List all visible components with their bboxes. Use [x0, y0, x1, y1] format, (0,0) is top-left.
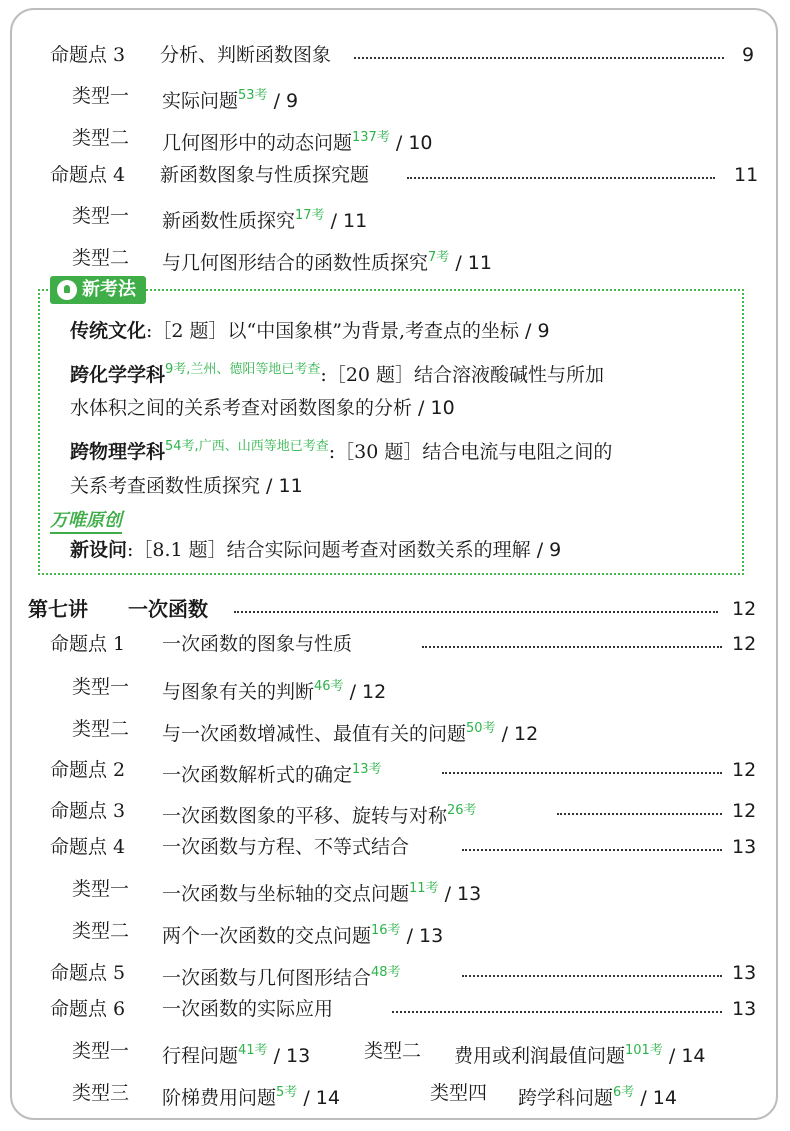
- item-head: 新设问: [70, 539, 128, 561]
- exam-count: 16考: [371, 923, 401, 938]
- toc-title: 新函数图象与性质探究题: [160, 164, 370, 186]
- toc-page: 12: [732, 633, 757, 655]
- exam-count: 48考: [371, 965, 401, 980]
- toc-entry-pair: [12, 1036, 776, 1066]
- new-exam-item-cont: 水体积之间的关系考查对函数图象的分析 / 10: [70, 397, 455, 419]
- toc-label: 类型二: [364, 1040, 422, 1062]
- exam-count: 137考: [352, 130, 390, 145]
- item-body: :［30 题］结合电流与电阻之间的: [328, 441, 613, 463]
- original-label: 万唯原创: [50, 510, 122, 534]
- toc-page: 12: [514, 723, 539, 745]
- toc-entry[interactable]: [12, 160, 776, 190]
- leader-dots: [234, 611, 718, 613]
- toc-entry[interactable]: [12, 755, 776, 785]
- new-exam-tag-label: 新考法: [82, 279, 136, 300]
- toc-page: 12: [732, 800, 757, 822]
- leader-dots: [557, 813, 722, 815]
- toc-label: 类型二: [72, 127, 130, 149]
- exam-count: 53考: [238, 88, 268, 103]
- toc-label: 命题点 5: [50, 962, 126, 984]
- toc-title: 一次函数与几何图形结合$^{48考}$: [162, 965, 401, 989]
- toc-title: 一次函数的实际应用: [162, 998, 334, 1020]
- toc-title: 与几何图形结合的函数性质探究$^{7考}$ / 11: [162, 250, 492, 274]
- toc-page: 13: [732, 998, 757, 1020]
- toc-label: 类型一: [72, 85, 130, 107]
- toc-title[interactable]: 阶梯费用问题$^{5考}$ / 14: [162, 1085, 340, 1109]
- exam-count: 5考: [276, 1085, 298, 1100]
- toc-page: 9: [742, 44, 755, 66]
- exam-count: 101考: [625, 1043, 663, 1058]
- new-exam-item[interactable]: [70, 355, 776, 385]
- toc-entry[interactable]: [12, 714, 776, 744]
- exam-count: 26考: [447, 803, 477, 818]
- leader-dots: [422, 646, 722, 648]
- lecture-label: 第七讲: [28, 597, 88, 621]
- toc-label: 类型一: [72, 205, 130, 227]
- new-exam-item[interactable]: 新设问:［8.1 题］结合实际问题考查对函数关系的理解 / 9: [70, 539, 562, 561]
- leader-dots: [462, 849, 722, 851]
- toc-title: 一次函数解析式的确定$^{13考}$: [162, 762, 382, 786]
- toc-label: 类型四: [430, 1082, 488, 1104]
- toc-page: 10: [430, 397, 455, 419]
- toc-label: 类型一: [72, 1040, 130, 1062]
- leader-dots: [407, 177, 715, 179]
- toc-title: 实际问题$^{53考}$ / 9: [162, 88, 299, 112]
- toc-label: 类型一: [72, 676, 130, 698]
- exam-note: 9考,兰州、德阳等地已考查: [165, 362, 321, 377]
- toc-entry[interactable]: [12, 243, 776, 273]
- leader-dots: [392, 1011, 722, 1013]
- toc-page: 14: [652, 1087, 677, 1109]
- exam-count: 17考: [295, 208, 325, 223]
- toc-page: 9: [549, 539, 562, 561]
- lecture-title: 一次函数: [128, 597, 208, 621]
- toc-entry[interactable]: [12, 832, 776, 862]
- new-exam-item[interactable]: 传统文化:［2 题］以“中国象棋”为背景,考查点的坐标 / 9: [70, 320, 550, 342]
- item-head: 传统文化: [70, 320, 147, 342]
- toc-page: 12: [732, 759, 757, 781]
- item-body: :［8.1 题］结合实际问题考查对函数关系的理解: [127, 539, 531, 561]
- item-body: :［2 题］以“中国象棋”为背景,考查点的坐标: [146, 320, 520, 342]
- toc-label: 命题点 3: [50, 800, 126, 822]
- toc-page: 11: [343, 210, 368, 232]
- exam-count: 46考: [314, 679, 344, 694]
- toc-entry[interactable]: [12, 123, 776, 153]
- toc-title: 分析、判断函数图象: [160, 44, 332, 66]
- exam-count: 11考: [409, 881, 439, 896]
- toc-page: 9: [286, 90, 299, 112]
- item-body: 关系考查函数性质探究: [70, 475, 261, 497]
- page-frame: [10, 8, 778, 1120]
- new-exam-tag: [50, 276, 146, 304]
- toc-page: 14: [681, 1045, 706, 1067]
- item-body: 水体积之间的关系考查对函数图象的分析: [70, 397, 413, 419]
- toc-label: 类型二: [72, 920, 130, 942]
- toc-page: 13: [457, 883, 482, 905]
- toc-entry[interactable]: [12, 874, 776, 904]
- toc-entry[interactable]: [12, 201, 776, 231]
- toc-title: 一次函数与方程、不等式结合: [162, 836, 410, 858]
- leader-dots: [442, 772, 722, 774]
- toc-page: 9: [537, 320, 550, 342]
- toc-title: 一次函数图象的平移、旋转与对称$^{26考}$: [162, 803, 477, 827]
- new-exam-item[interactable]: [70, 432, 776, 462]
- toc-label: 命题点 4: [50, 836, 126, 858]
- toc-title: 与图象有关的判断$^{46考}$ / 12: [162, 679, 387, 703]
- toc-title: 新函数性质探究$^{17考}$ / 11: [162, 208, 368, 232]
- leader-dots: [354, 57, 724, 59]
- toc-page: 10: [408, 132, 433, 154]
- toc-title: 几何图形中的动态问题$^{137考}$ / 10: [162, 130, 433, 154]
- toc-label: 命题点 4: [50, 164, 126, 186]
- toc-title: 与一次函数增减性、最值有关的问题$^{50考}$ / 12: [162, 721, 539, 745]
- toc-page: 13: [732, 962, 757, 984]
- item-head: 跨物理学科: [70, 441, 166, 463]
- toc-title: 一次函数的图象与性质: [162, 633, 353, 655]
- toc-page: 12: [362, 681, 387, 703]
- lightbulb-icon: [57, 280, 77, 300]
- toc-label: 命题点 6: [50, 998, 126, 1020]
- toc-title[interactable]: 费用或利润最值问题$^{101考}$ / 14: [454, 1043, 706, 1067]
- toc-entry[interactable]: [12, 958, 776, 988]
- toc-label: 类型二: [72, 718, 130, 740]
- new-exam-item-cont: 关系考查函数性质探究 / 11: [70, 475, 303, 497]
- toc-label: 类型二: [72, 247, 130, 269]
- item-body: :［20 题］结合溶液酸碱性与所加: [320, 364, 605, 386]
- toc-page: 11: [467, 252, 492, 274]
- toc-entry[interactable]: [12, 81, 776, 111]
- exam-count: 50考: [466, 721, 496, 736]
- toc-page: 14: [315, 1087, 340, 1109]
- toc-page: 13: [732, 836, 757, 858]
- toc-label: 类型一: [72, 878, 130, 900]
- toc-title: 两个一次函数的交点问题$^{16考}$ / 13: [162, 923, 444, 947]
- leader-dots: [462, 975, 722, 977]
- exam-count: 41考: [238, 1043, 268, 1058]
- exam-count: 13考: [352, 762, 382, 777]
- toc-entry[interactable]: [12, 672, 776, 702]
- toc-title: 一次函数与坐标轴的交点问题$^{11考}$ / 13: [162, 881, 482, 905]
- toc-page: 11: [278, 475, 303, 497]
- toc-label: 命题点 1: [50, 633, 126, 655]
- exam-count: 7考: [428, 250, 450, 265]
- toc-page: 13: [419, 925, 444, 947]
- toc-page: 11: [734, 164, 759, 186]
- toc-label: 命题点 3: [50, 44, 126, 66]
- toc-label: 命题点 2: [50, 759, 126, 781]
- exam-count: 6考: [613, 1085, 635, 1100]
- toc-title[interactable]: 跨学科问题$^{6考}$ / 14: [518, 1085, 677, 1109]
- toc-entry[interactable]: [12, 796, 776, 826]
- toc-entry[interactable]: [12, 916, 776, 946]
- item-head: 跨化学学科: [70, 364, 166, 386]
- toc-entry[interactable]: [12, 40, 776, 70]
- exam-note: 54考,广西、山西等地已考查: [165, 439, 329, 454]
- lecture-heading[interactable]: [12, 594, 776, 624]
- toc-entry[interactable]: [12, 994, 776, 1024]
- toc-page: 12: [732, 598, 757, 620]
- toc-page: 13: [286, 1045, 311, 1067]
- toc-entry-pair: [12, 1078, 776, 1108]
- toc-title[interactable]: 行程问题$^{41考}$ / 13: [162, 1043, 311, 1067]
- toc-entry[interactable]: [12, 629, 776, 659]
- toc-label: 类型三: [72, 1082, 130, 1104]
